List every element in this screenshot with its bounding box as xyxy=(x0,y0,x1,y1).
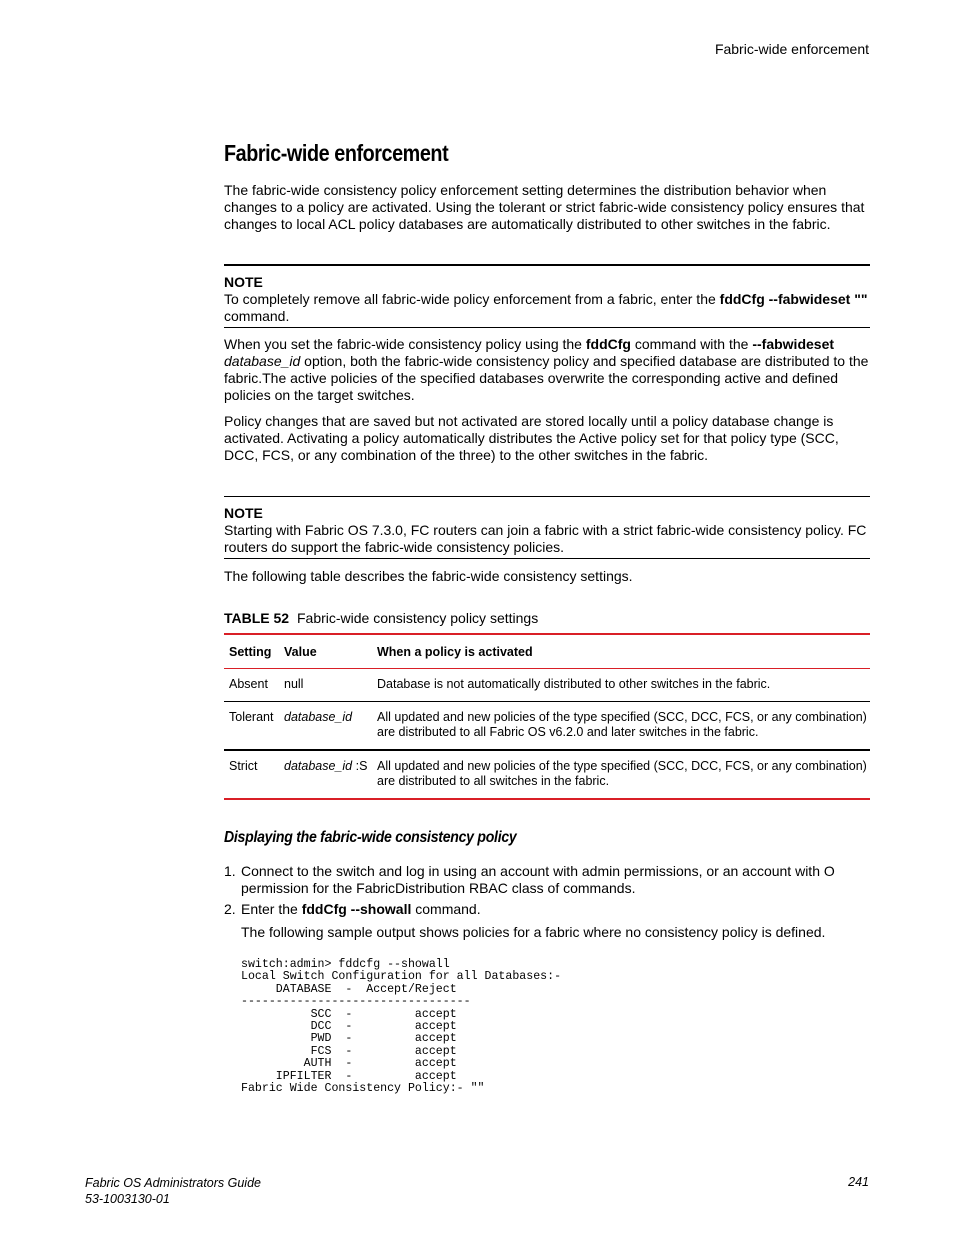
step-number: 2. xyxy=(224,901,236,917)
document-number: 53-1003130-01 xyxy=(85,1192,170,1206)
procedure-steps xyxy=(224,863,870,918)
table-caption xyxy=(224,610,870,627)
note-text-part: command. xyxy=(224,308,290,324)
note-label: NOTE xyxy=(224,274,263,290)
code-sample: switch:admin> fddcfg --showall Local Switch Configuration for all Databases:- DATABASE - Accept/Reject --------------------------------- SCC - accept DCC - accept PWD - accept FCS - accept AUTH - accept IPFILTER - accept Fabric Wide Consistency Policy:- "" xyxy=(241,958,562,1096)
sample-output-intro: The following sample output shows policies for a fabric where no consistency policy is defined. xyxy=(241,924,826,940)
setting-cell: Strict xyxy=(224,750,284,799)
table-intro-paragraph: The following table describes the fabric-wide consistency settings. xyxy=(224,568,633,584)
column-header: Value xyxy=(284,634,377,669)
note-command: fddCfg --fabwideset "" xyxy=(719,291,868,307)
note-text-part: To completely remove all fabric-wide policy enforcement from a fabric, enter the xyxy=(224,291,720,307)
note-box-2 xyxy=(224,496,870,559)
step-item xyxy=(224,863,870,897)
command-option: --fabwideset xyxy=(752,336,835,352)
column-header: Setting xyxy=(224,634,284,669)
column-header: When a policy is activated xyxy=(377,634,870,669)
value-cell xyxy=(284,702,377,751)
fabwideset-paragraph xyxy=(224,336,870,404)
step-text: Enter the xyxy=(241,901,302,917)
value-suffix: :S xyxy=(352,759,368,773)
settings-table xyxy=(224,633,870,800)
table-row xyxy=(224,669,870,702)
step-command: fddCfg --showall xyxy=(301,901,412,917)
table-header-row xyxy=(224,634,870,669)
command-name: fddCfg xyxy=(585,336,631,352)
value-cell: null xyxy=(284,669,377,702)
note-text: Starting with Fabric OS 7.3.0, FC routers can join a fabric with a strict fabric-wide consistency policy. FC routers do support the fabric-wide consistency policies. xyxy=(224,522,867,555)
main-content xyxy=(224,140,870,1095)
text-run: command with the xyxy=(630,336,753,352)
note-label: NOTE xyxy=(224,505,263,521)
running-header: Fabric-wide enforcement xyxy=(714,41,869,57)
table-caption-text: Fabric-wide consistency policy settings xyxy=(296,610,539,626)
value-italic: database_id xyxy=(284,759,353,773)
text-run: When you set the fabric-wide consistency policy using the xyxy=(224,336,586,352)
value-cell xyxy=(284,750,377,799)
setting-cell: Absent xyxy=(224,669,284,702)
step-text: Connect to the switch and log in using an account with admin permissions, or an account with O permission for the FabricDistribution RBAC class of commands. xyxy=(241,863,835,896)
guide-title: Fabric OS Administrators Guide xyxy=(85,1176,261,1190)
description-cell: All updated and new policies of the type specified (SCC, DCC, FCS, or any combination) are distributed to all Fabric OS v6.2.0 and later switches in the fabric. xyxy=(377,702,870,751)
argument-name: database_id xyxy=(224,353,301,369)
policy-changes-paragraph: Policy changes that are saved but not activated are stored locally until a policy database change is activated. Activating a policy automatically distributes the Active policy set for that policy type (SCC, DCC, FCS, or any combination of the three) to the other switches in the fabric. xyxy=(224,413,839,463)
page-title: Fabric-wide enforcement xyxy=(224,140,449,166)
text-run: option, both the fabric-wide consistency policy and specified database are distributed to the fabric.The active policies of the specified databases overwrite the corresponding active and defined policies on the target switches. xyxy=(224,353,869,403)
description-cell: Database is not automatically distributed to other switches in the fabric. xyxy=(377,669,870,702)
footer-left xyxy=(85,1175,261,1207)
table-label: TABLE 52 xyxy=(224,610,290,626)
value-italic: database_id xyxy=(284,710,353,724)
setting-cell: Tolerant xyxy=(224,702,284,751)
note-box-1 xyxy=(224,264,870,328)
step-number: 1. xyxy=(224,863,236,879)
intro-paragraph: The fabric-wide consistency policy enforcement setting determines the distribution behavior when changes to a policy are activated. Using the tolerant or strict fabric-wide consistency policy ensures that changes to local ACL policy databases are automatically distributed to other switches in the fabric. xyxy=(224,182,865,232)
page-number: 241 xyxy=(848,1175,869,1189)
section-subheading: Displaying the fabric-wide consistency policy xyxy=(224,829,517,846)
step-item xyxy=(224,901,870,918)
description-cell: All updated and new policies of the type specified (SCC, DCC, FCS, or any combination) are distributed to all switches in the fabric. xyxy=(377,750,870,799)
table-row xyxy=(224,750,870,799)
step-text: command. xyxy=(411,901,481,917)
note-text xyxy=(224,291,870,325)
table-row xyxy=(224,702,870,751)
